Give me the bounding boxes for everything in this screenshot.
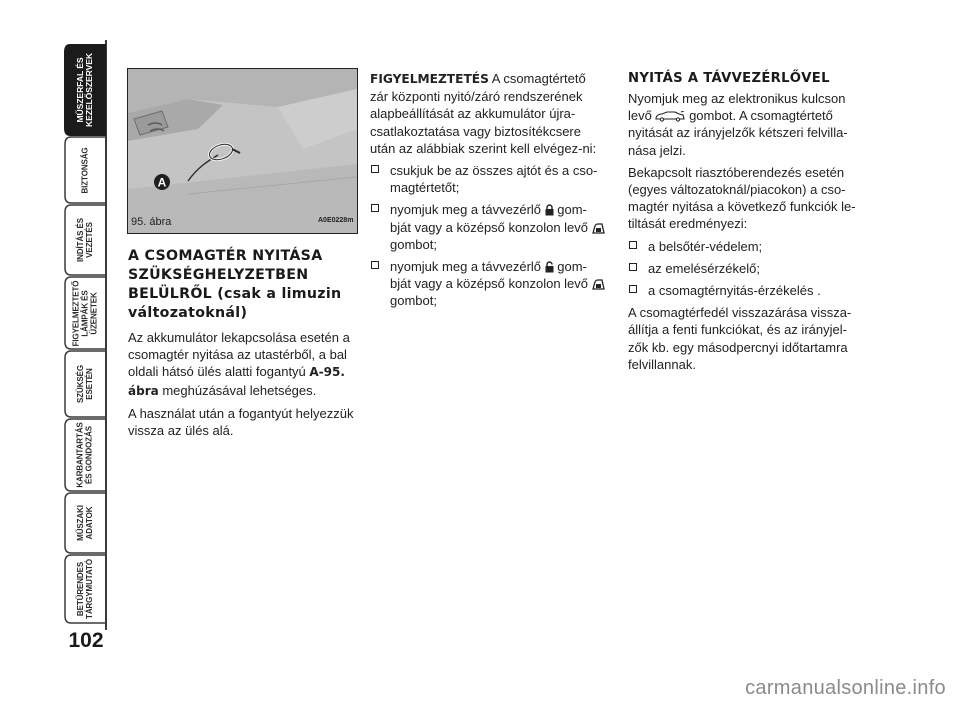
text: Az akkumulátor lekapcsolása esetén a csomagtér nyitása az utastérből, a bal oldali hátsó ülés alatti fogantyú — [128, 330, 350, 380]
central-lock-button-icon — [592, 223, 605, 234]
paragraph: A használat után a fogantyút helyezzük vissza az ülés alá. — [128, 405, 354, 439]
paragraph: A csomagtérfedél visszazárása vissza-állítja a fenti funkciókat, és az irányjel-zők kb. egy másodpercnyi időtartamra felvillannak. — [628, 305, 852, 372]
paragraph — [370, 70, 606, 157]
list-item — [628, 260, 860, 277]
text: nyomjuk meg a távvezérlő — [390, 259, 545, 275]
checkbox-bullet-icon — [371, 204, 379, 212]
checkbox-bullet-icon — [371, 261, 379, 269]
warning-label: FIGYELMEZTETÉS — [370, 72, 489, 86]
tab-label: INDÍTÁS ÉS VEZETÉS — [76, 218, 94, 262]
tab-biztonsag[interactable] — [64, 136, 106, 204]
bullet-list — [370, 162, 606, 310]
list-item — [370, 258, 606, 310]
tab-targymutato[interactable] — [64, 554, 106, 624]
list-item — [370, 162, 606, 196]
tab-label: MŰSZERFAL ÉS KEZELŐSZERVEK — [75, 53, 94, 127]
column-warning — [370, 70, 606, 315]
lock-closed-icon — [545, 204, 554, 216]
checkbox-bullet-icon — [629, 241, 637, 249]
column-remote-opening — [628, 70, 860, 378]
tab-label: BIZTONSÁG — [80, 146, 90, 194]
figure-reference: A-95. ábra — [128, 365, 345, 398]
car-trunk-icon — [655, 111, 685, 122]
text: gombot; — [390, 236, 437, 252]
text: A csomagtértető zár központi nyitó/záró rendszerének alapbeállítását az akkumulátor újra-csatlakoztatása vagy biztosítékcsere után az alábbiak szerint kell elvégez-ni: — [370, 71, 597, 156]
tab-figyelmezteto[interactable] — [64, 276, 106, 350]
list-item — [628, 282, 860, 299]
paragraph: Bekapcsolt riasztóberendezés esetén (egyes változatoknál/piacokon) a cso-magtér nyitása a következő funkciók le-tiltását eredményezi: — [628, 164, 856, 232]
text: az emelésérzékelő; — [648, 260, 760, 276]
text: Nyomjuk meg az elektronikus kulcson levő — [628, 91, 846, 124]
section-title: A CSOMAGTÉR NYITÁSA SZÜKSÉGHELYZETBEN BELÜLRŐL (csak a limuzin változatoknál) — [128, 248, 342, 321]
tab-label: SZÜKSÉG ESETÉN — [75, 365, 94, 403]
column-emergency-opening — [128, 247, 358, 444]
text: gombot; — [390, 293, 437, 309]
text: gombot. A csomagtértető nyitását az irányjelzők kétszeri felvilla-nása jelzi. — [628, 108, 848, 158]
text: meghúzásával lehetséges. — [158, 382, 317, 398]
paragraph — [128, 329, 358, 400]
page-number: 102 — [68, 629, 104, 652]
text: csukjuk be az összes ajtót és a cso-magtértetőt; — [390, 163, 598, 196]
central-lock-button-icon — [592, 279, 605, 290]
lock-open-icon — [545, 261, 554, 273]
text: a csomagtérnyitás-érzékelés . — [648, 283, 821, 299]
tab-muszerfal[interactable] — [64, 44, 106, 136]
text: a belsőtér-védelem; — [648, 238, 763, 254]
figure-caption: 95. ábra — [131, 216, 172, 228]
list-item — [628, 238, 860, 255]
text: nyomjuk meg a távvezérlő — [390, 202, 545, 218]
list-item — [370, 201, 606, 253]
figure-95 — [127, 68, 358, 234]
tab-muszaki-adatok[interactable] — [64, 492, 106, 554]
bullet-list — [628, 238, 860, 300]
paragraph — [628, 90, 860, 159]
svg-text:A: A — [157, 175, 167, 190]
seat-handle-illustration — [128, 69, 357, 233]
tab-label: MŰSZAKI ADATOK — [76, 505, 94, 541]
tab-label: KARBANTARTÁS ÉS GONDOZÁS — [76, 422, 94, 488]
figure-code: A0E0228m — [318, 217, 354, 224]
tab-label: FIGYELMEZTETŐ LÁMPÁK ÉS ÜZENETEK — [71, 280, 99, 346]
tab-label: BETŰRENDES TÁRGYMUTATÓ — [76, 559, 94, 619]
checkbox-bullet-icon — [371, 165, 379, 173]
section-title: NYITÁS A TÁVVEZÉRLŐVEL — [628, 71, 830, 86]
text: gom-bját vagy a középső konzolon levő — [390, 202, 592, 235]
watermark: carmanualsonline.info — [745, 677, 946, 699]
checkbox-bullet-icon — [629, 263, 637, 271]
chapter-tabs — [0, 0, 112, 709]
tab-szukseg[interactable] — [64, 350, 106, 418]
checkbox-bullet-icon — [629, 285, 637, 293]
tab-karbantartas[interactable] — [64, 418, 106, 492]
tab-inditas[interactable] — [64, 204, 106, 276]
text: gom-bját vagy a középső konzolon levő — [390, 259, 592, 292]
